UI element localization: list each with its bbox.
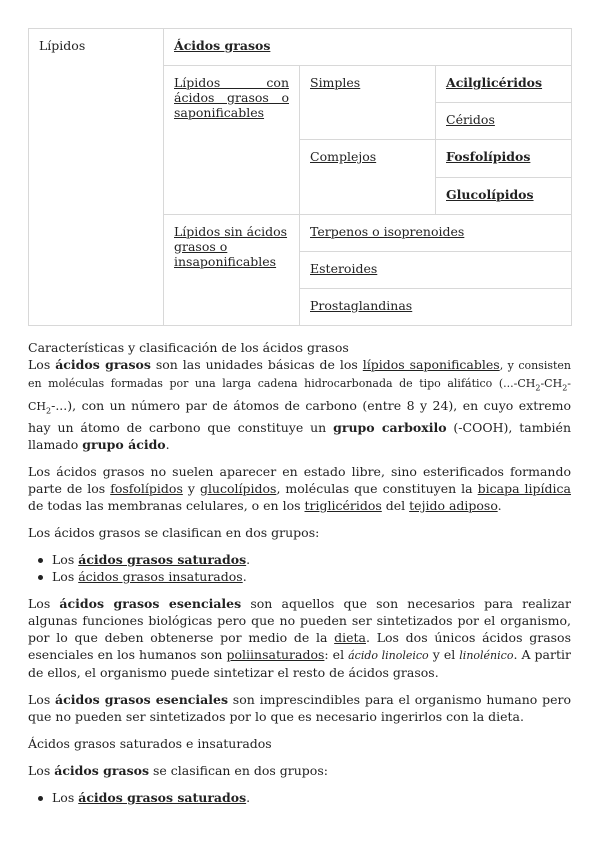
text: Los	[52, 552, 79, 567]
section-title-saturados-insaturados: Ácidos grasos saturados e insaturados	[28, 736, 272, 751]
bold-acidos-grasos: ácidos grasos	[54, 763, 149, 778]
text: .	[246, 790, 251, 805]
bold-acidos-grasos: ácidos grasos	[55, 357, 151, 372]
glucolipidos-link[interactable]: Glucolípidos	[446, 186, 534, 202]
text: .	[165, 437, 170, 452]
text: -...), con un número par de átomos de carbono (entre 8 y 24), en cuyo extremo hay un átomo de carbono que constituye un	[28, 397, 571, 435]
subscript: 2	[46, 406, 52, 415]
table-cell-ceridos	[436, 103, 572, 140]
paragraph-esenciales	[28, 595, 571, 681]
table-cell-saponificables	[164, 66, 300, 215]
text: Los ácidos grasos no suelen aparecer en estado libre, sino esterificados formando parte de los	[28, 464, 571, 496]
prostaglandinas-link[interactable]: Prostaglandinas	[310, 297, 413, 313]
text: . A partir de ellos, el organismo puede sintetizar el resto de ácidos grasos.	[28, 647, 571, 680]
paragraph-esterificados	[28, 463, 571, 514]
text: son aquellos que son necesarios para realizar algunas funciones biológicas pero que no pueden ser sintetizados por el organismo, por lo que deben obtenerse por medio de la	[28, 596, 571, 645]
text: Los	[28, 596, 60, 611]
bicapa-lipidica-link[interactable]: bicapa lipídica	[477, 481, 571, 496]
bold-acidos-grasos-esenciales: ácidos grasos esenciales	[59, 596, 242, 611]
list-item	[28, 789, 571, 806]
lipidos-saponificables-link[interactable]: lípidos saponificables	[362, 357, 500, 372]
list-item	[28, 551, 571, 568]
subscript: 2	[535, 383, 541, 393]
text: Los	[52, 790, 79, 805]
paragraph-clasificacion-2	[28, 762, 571, 779]
dieta-link[interactable]: dieta	[334, 630, 367, 645]
lipid-classification-table	[28, 28, 572, 326]
complejos-link[interactable]: Complejos	[310, 149, 377, 165]
section-title-caracteristicas: Características y clasificación de los ácidos grasos	[28, 340, 349, 355]
text: Los	[28, 763, 55, 778]
esteroides-link[interactable]: Esteroides	[310, 260, 378, 276]
acidos-grasos-saturados-link[interactable]: ácidos grasos saturados	[78, 790, 247, 805]
text: Los	[52, 569, 79, 584]
fosfolipidos-link[interactable]: fosfolípidos	[110, 481, 183, 496]
text: -CH	[28, 377, 571, 413]
table-cell-esteroides	[300, 251, 572, 288]
bold-grupo-carboxilo: grupo carboxilo	[333, 420, 447, 435]
subscript: 2	[562, 383, 568, 393]
text: y	[182, 481, 200, 496]
text: -CH	[540, 377, 563, 390]
text: .	[497, 498, 502, 513]
paragraph-imprescindibles	[28, 691, 571, 725]
saponificables-link[interactable]: Lípidos con ácidos grasos o saponificables	[174, 75, 289, 121]
table-cell-lipidos	[29, 29, 164, 326]
text: son imprescindibles para el organismo humano pero que no pueden ser sintetizados por lo que es necesario ingerirlos con la dieta.	[28, 692, 571, 724]
acilgliceridos-link[interactable]: Acilglicéridos	[446, 75, 543, 91]
list-item	[28, 568, 571, 585]
text: : el	[324, 647, 349, 662]
acidos-grasos-insaturados-link[interactable]: ácidos grasos insaturados	[78, 569, 243, 584]
list-tipos-acidos-grasos	[28, 551, 571, 585]
table-cell-simples	[300, 66, 436, 140]
text: .	[242, 569, 247, 584]
lipidos-label: Lípidos	[39, 38, 86, 53]
poliinsaturados-link[interactable]: poliinsaturados	[226, 647, 325, 662]
text: Los	[28, 692, 56, 707]
paragraph-acidos-grasos-intro	[28, 356, 571, 453]
table-cell-complejos	[300, 140, 436, 214]
text: Los	[28, 357, 56, 372]
table-cell-insaponificables	[164, 214, 300, 325]
fosfolipidos-link[interactable]: Fosfolípidos	[446, 149, 531, 165]
tejido-adiposo-link[interactable]: tejido adiposo	[409, 498, 498, 513]
table-cell-glucolipidos	[436, 177, 572, 214]
text: son las unidades básicas de los	[150, 357, 363, 372]
acidos-grasos-header-link[interactable]: Ácidos grasos	[174, 38, 271, 53]
text: .	[246, 552, 251, 567]
table-header-cell	[164, 29, 572, 66]
insaponificables-link[interactable]: Lípidos sin ácidos grasos o insaponificables	[174, 223, 288, 269]
text: se clasifican en dos grupos:	[148, 763, 328, 778]
italic-linolenico: linolénico	[459, 649, 514, 662]
bold-acidos-grasos-esenciales: ácidos grasos esenciales	[55, 692, 229, 707]
table-cell-terpenos	[300, 214, 572, 251]
bold-grupo-acido: grupo ácido	[82, 437, 166, 452]
text: de todas las membranas celulares, o en los	[28, 498, 305, 513]
glucolipidos-link[interactable]: glucolípidos	[199, 481, 277, 496]
terpenos-link[interactable]: Terpenos o isoprenoides	[310, 223, 465, 239]
paragraph-clasificacion: Los ácidos grasos se clasifican en dos grupos:	[28, 525, 320, 540]
simples-link[interactable]: Simples	[310, 75, 361, 91]
text: y el	[428, 647, 460, 662]
text: del	[381, 498, 410, 513]
table-cell-acilgliceridos	[436, 66, 572, 103]
text: , moléculas que constituyen la	[276, 481, 478, 496]
article-body	[28, 339, 571, 816]
text: , y consisten en moléculas formadas por una larga cadena hidrocarbonada de tipo alifático (...-CH	[28, 359, 572, 390]
list-tipos-acidos-grasos-2	[28, 789, 571, 806]
text: (-COOH), también llamado	[28, 420, 571, 452]
text: . Los dos únicos ácidos grasos esenciales en los humanos son	[28, 630, 571, 662]
trigliceridos-link[interactable]: triglicéridos	[304, 498, 382, 513]
italic-acido-linoleico: ácido linoleico	[348, 649, 429, 662]
ceridos-link[interactable]: Céridos	[446, 112, 495, 128]
acidos-grasos-saturados-link[interactable]: ácidos grasos saturados	[78, 552, 247, 567]
table-cell-prostaglandinas	[300, 288, 572, 325]
table-cell-fosfolipidos	[436, 140, 572, 177]
